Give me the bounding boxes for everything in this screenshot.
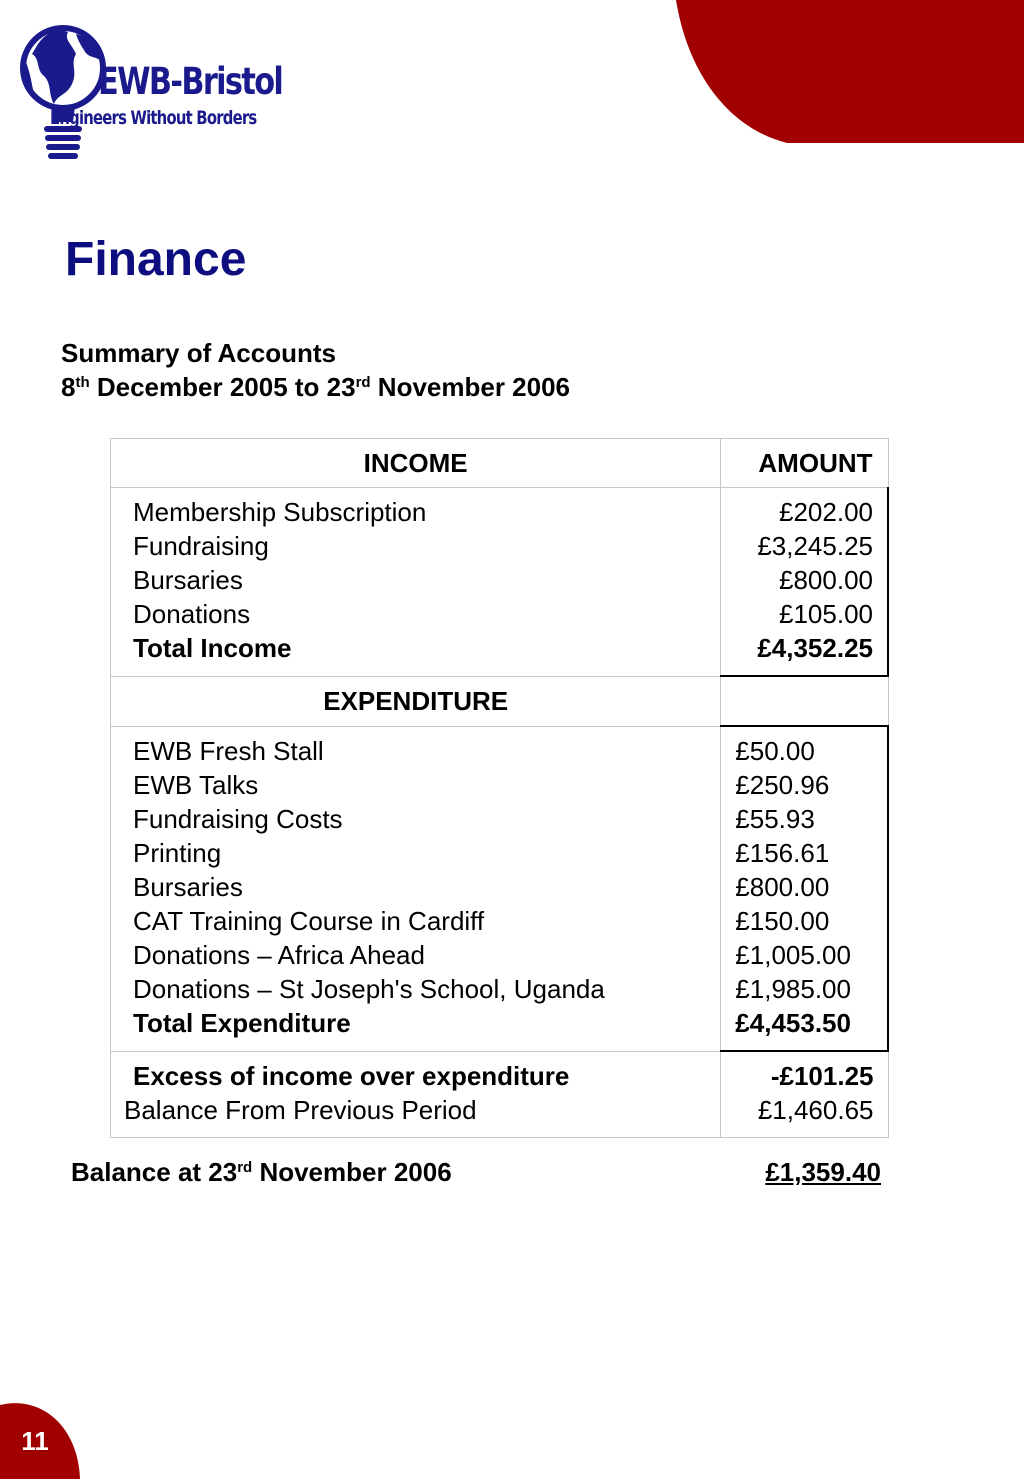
income-label: Bursaries bbox=[133, 565, 243, 595]
expenditure-label: Donations – Africa Ahead bbox=[133, 939, 425, 970]
expenditure-amount: £1,005.00 bbox=[735, 940, 851, 970]
expenditure-amount: £1,985.00 bbox=[735, 974, 851, 1004]
corner-decoration-top bbox=[674, 0, 1024, 145]
total-expenditure-label: Total Expenditure bbox=[133, 1007, 351, 1038]
expenditure-amount: £150.00 bbox=[735, 906, 830, 936]
expenditure-body-row bbox=[111, 726, 889, 1051]
page-title: Finance bbox=[65, 233, 247, 286]
period-start-suffix: th bbox=[75, 374, 90, 391]
summary-body-row bbox=[111, 1051, 889, 1138]
balance-label-pre: Balance at 23 bbox=[71, 1157, 238, 1187]
closing-balance-amount: £1,359.40 bbox=[765, 1157, 881, 1187]
period-middle: December 2005 to 23 bbox=[89, 372, 356, 402]
expenditure-header-row bbox=[111, 676, 889, 726]
summary-labels bbox=[111, 1051, 721, 1138]
summary-period bbox=[61, 370, 570, 404]
expenditure-amount: £50.00 bbox=[735, 736, 815, 766]
expenditure-label: EWB Fresh Stall bbox=[133, 735, 324, 766]
summary-amounts bbox=[721, 1051, 888, 1138]
summary-title: Summary of Accounts bbox=[61, 338, 336, 368]
amount-header: AMOUNT bbox=[721, 439, 888, 488]
period-end-suffix: rd bbox=[355, 374, 371, 391]
page-number: 11 bbox=[21, 1426, 49, 1456]
excess-label: Excess of income over expenditure bbox=[133, 1060, 570, 1091]
total-income-label: Total Income bbox=[133, 633, 292, 663]
previous-balance-label: Balance From Previous Period bbox=[124, 1094, 477, 1125]
period-start-day: 8 bbox=[61, 372, 76, 402]
closing-balance-label bbox=[71, 1157, 452, 1188]
income-labels bbox=[111, 488, 721, 677]
expenditure-amount: £156.61 bbox=[735, 838, 830, 868]
logo-subtitle: Engineers Without Borders bbox=[50, 107, 257, 129]
income-amount: £3,245.25 bbox=[757, 531, 873, 561]
balance-label-post: November 2006 bbox=[252, 1157, 452, 1187]
balance-label-suffix: rd bbox=[237, 1159, 253, 1176]
total-expenditure-amount: £4,453.50 bbox=[735, 1008, 851, 1038]
previous-balance-amount: £1,460.65 bbox=[757, 1095, 874, 1125]
income-label: Membership Subscription bbox=[133, 497, 427, 527]
expenditure-header: EXPENDITURE bbox=[111, 676, 721, 726]
expenditure-label: Fundraising Costs bbox=[133, 803, 343, 834]
expenditure-label: Bursaries bbox=[133, 871, 243, 902]
income-amount: £105.00 bbox=[779, 599, 873, 629]
accounts-table bbox=[110, 438, 889, 1138]
income-header-row bbox=[111, 439, 889, 488]
expenditure-amount-header bbox=[721, 676, 888, 726]
income-amount: £202.00 bbox=[779, 497, 873, 527]
expenditure-amount: £800.00 bbox=[735, 872, 830, 902]
income-body-row bbox=[111, 488, 889, 677]
expenditure-label: Printing bbox=[133, 837, 222, 868]
expenditure-label: EWB Talks bbox=[133, 769, 259, 800]
income-label: Donations bbox=[133, 599, 251, 629]
income-header: INCOME bbox=[111, 439, 721, 488]
expenditure-amount: £250.96 bbox=[735, 770, 830, 800]
income-amounts bbox=[721, 488, 888, 677]
income-label: Fundraising bbox=[133, 531, 269, 561]
logo-title: EWB-Bristol bbox=[98, 60, 283, 103]
total-income-amount: £4,352.25 bbox=[757, 633, 873, 663]
expenditure-amounts bbox=[721, 726, 888, 1051]
income-amount: £800.00 bbox=[779, 565, 873, 595]
expenditure-labels bbox=[111, 726, 721, 1051]
period-end: November 2006 bbox=[370, 372, 571, 402]
summary-heading bbox=[61, 336, 570, 404]
excess-amount: -£101.25 bbox=[770, 1061, 874, 1091]
ewb-logo bbox=[18, 14, 308, 169]
expenditure-label: Donations – St Joseph's School, Uganda bbox=[133, 973, 605, 1004]
expenditure-label: CAT Training Course in Cardiff bbox=[133, 905, 485, 936]
expenditure-amount: £55.93 bbox=[735, 804, 815, 834]
